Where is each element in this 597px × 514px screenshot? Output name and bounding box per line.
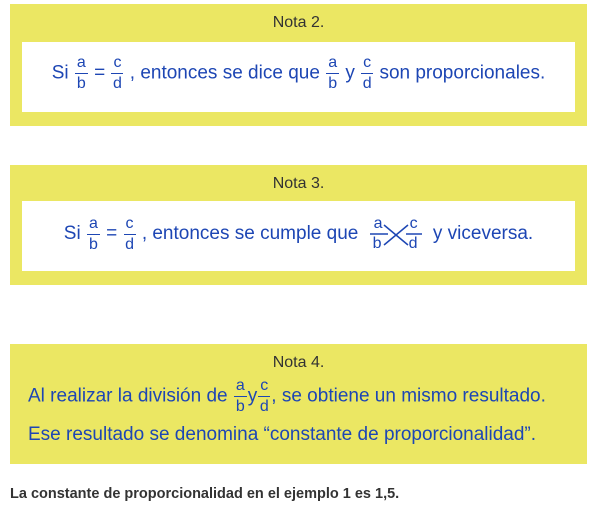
note-4-line-1-pre: Al realizar la división de — [28, 385, 228, 407]
note-4-line-1-post: , se obtiene un mismo resultado. — [271, 385, 546, 407]
fraction-a-b-3: $\frac{a}{b}$ — [88, 214, 98, 253]
fraction-a-b-4: $\frac{a}{b}$ — [235, 377, 245, 415]
note-2-body — [22, 42, 575, 112]
note-3-title: Nota 3. — [272, 175, 325, 192]
note-2-panel — [10, 4, 587, 126]
equals-sign: = — [94, 62, 106, 84]
note-2-statement — [22, 55, 575, 92]
equals-sign-3: = — [106, 223, 118, 245]
note-3-text-1: , entonces se cumple que — [141, 223, 359, 245]
note-4-line-2: Ese resultado se denomina “constante de proporcionalidad”. — [28, 424, 537, 445]
cross-a: a — [373, 215, 383, 232]
footer-text: La constante de proporcionalidad en el ejemplo 1 es 1,5. — [10, 486, 400, 502]
cross-d: d — [408, 235, 418, 252]
fraction-a-b: $\frac{a}{b}$ — [76, 54, 86, 92]
note-4-title: Nota 4. — [272, 354, 325, 371]
note-2-si: Si — [51, 62, 69, 84]
note-3-si: Si — [63, 223, 81, 245]
fraction-c-d-4: $\frac{c}{d}$ — [259, 377, 269, 415]
cross-c: c — [409, 215, 418, 232]
note-2-y: y — [345, 62, 355, 84]
cross-multiplication-diagram — [368, 214, 424, 254]
note-4-body — [22, 376, 575, 454]
note-2-text-2: son proporcionales. — [379, 62, 546, 84]
note-2-title: Nota 2. — [272, 14, 325, 31]
note-3-body — [22, 201, 575, 271]
note-3-panel — [10, 165, 587, 285]
fraction-a-b-2: $\frac{a}{b}$ — [328, 54, 338, 92]
note-4-line-1 — [28, 378, 575, 415]
note-2-text-1: , entonces se dice que — [129, 62, 320, 84]
fraction-c-d-2: $\frac{c}{d}$ — [362, 54, 372, 92]
note-4-panel — [10, 344, 587, 464]
note-4-y: y — [247, 385, 258, 407]
fraction-c-d-3: $\frac{c}{d}$ — [125, 214, 134, 253]
note-3-statement — [22, 214, 575, 254]
cross-lines-icon — [368, 214, 424, 254]
fraction-c-d: $\frac{c}{d}$ — [113, 54, 122, 92]
cross-b: b — [372, 235, 382, 252]
note-3-text-2: y viceversa. — [432, 223, 534, 245]
